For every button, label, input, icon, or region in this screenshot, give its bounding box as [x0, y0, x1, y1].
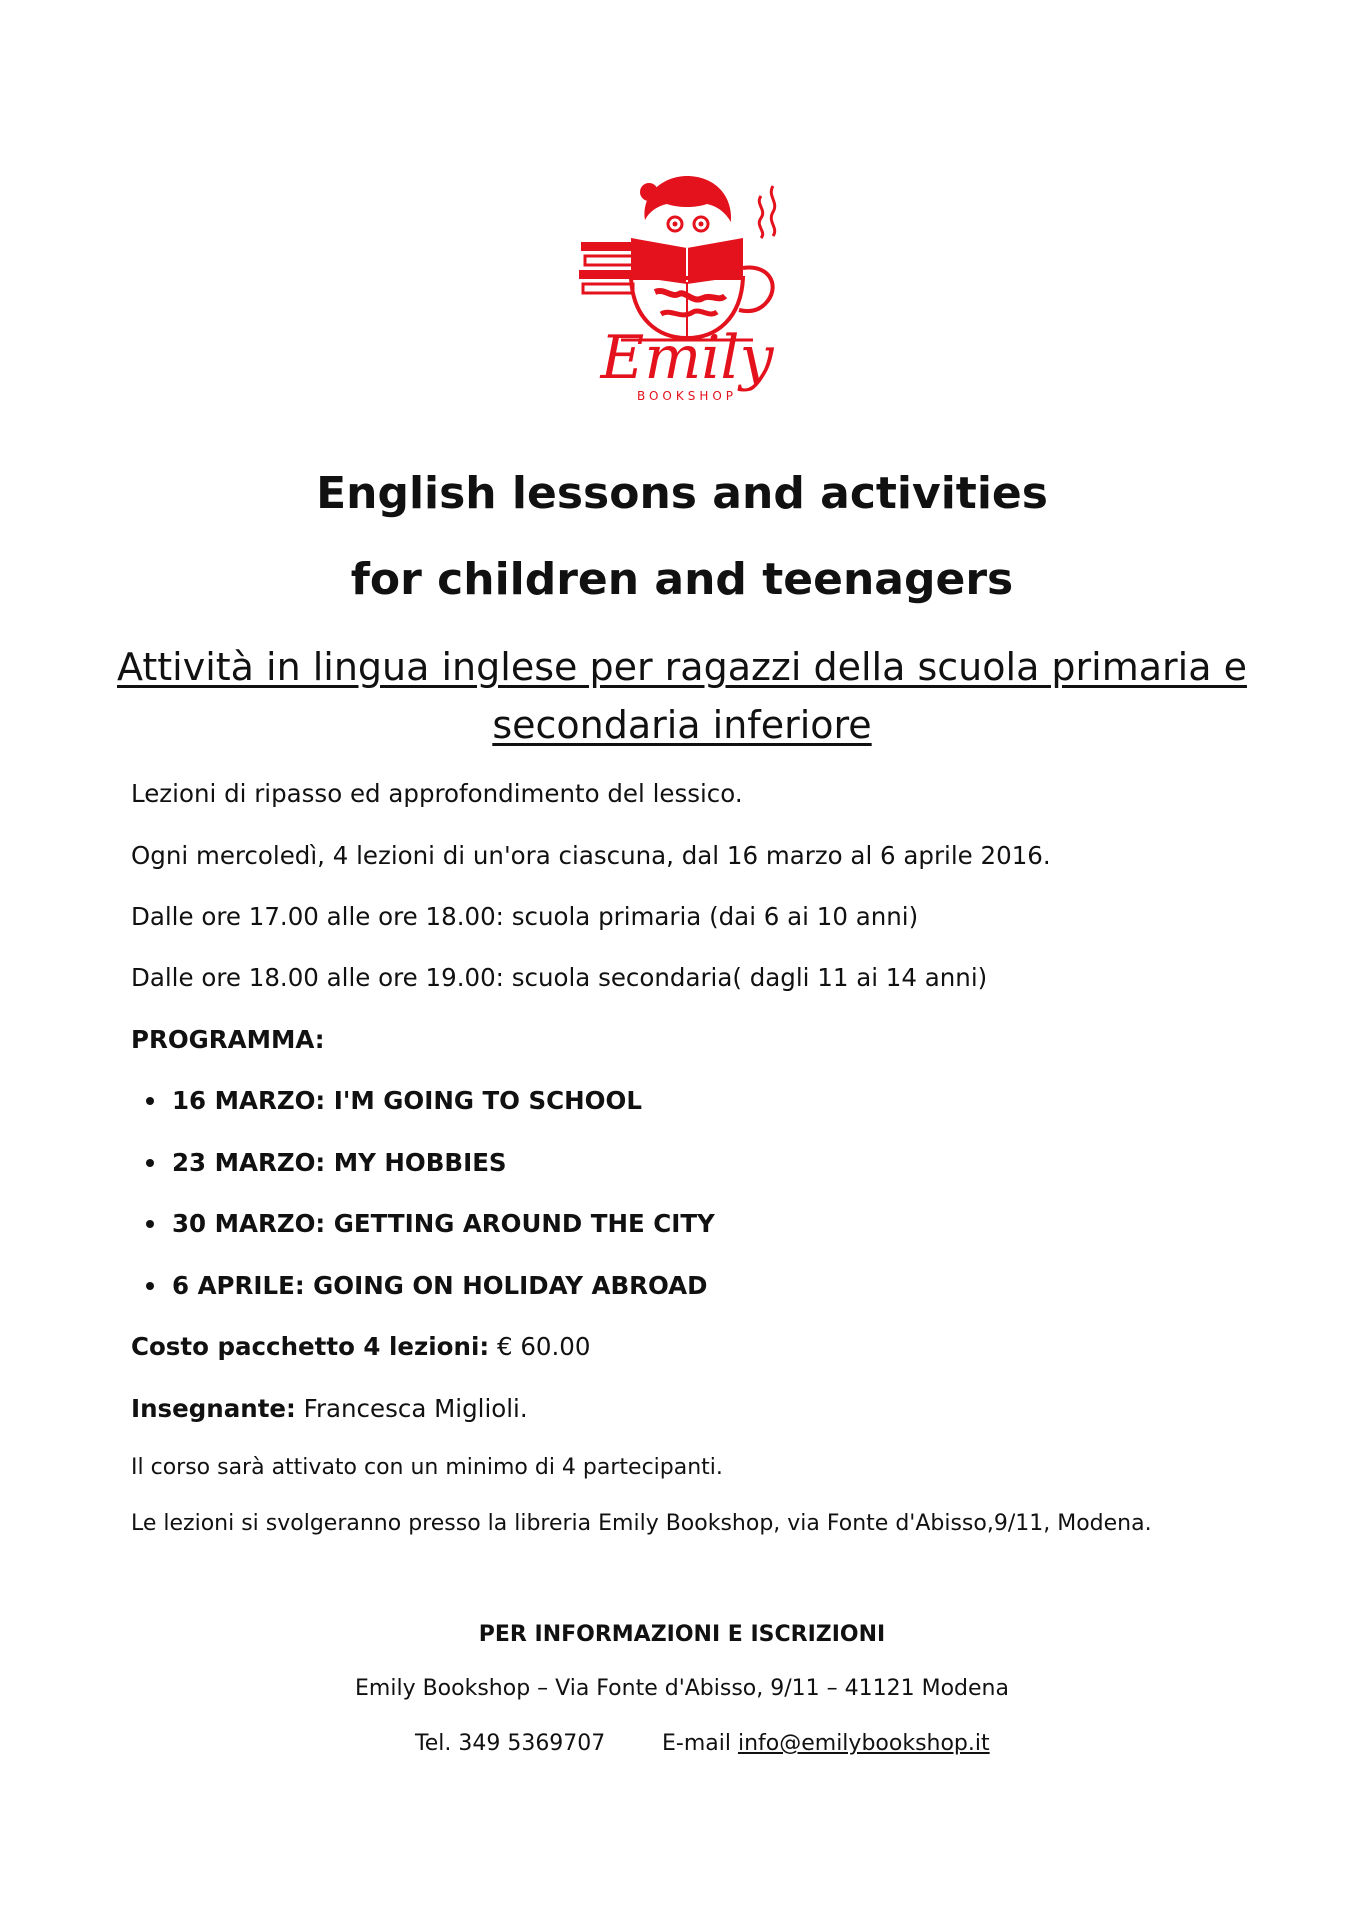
- email-link[interactable]: info@emilybookshop.it: [737, 1731, 990, 1756]
- email-block: [662, 1729, 990, 1759]
- bullet-icon: [146, 1282, 154, 1290]
- cost-value: € 60.00: [489, 1332, 591, 1361]
- minimum-participants: Il corso sarà attivato con un minimo di 4 partecipanti.: [131, 1455, 723, 1480]
- title-line-1: English lessons and activities: [316, 468, 1048, 519]
- program-item: [172, 1270, 707, 1302]
- bullet-icon: [146, 1220, 154, 1228]
- program-heading: PROGRAMMA:: [131, 1025, 325, 1054]
- logo-brand-sub: BOOKSHOP: [636, 389, 738, 403]
- bullet-icon: [146, 1159, 154, 1167]
- teacher-line: [131, 1393, 528, 1425]
- footer-address: Emily Bookshop – Via Fonte d'Abisso, 9/11 – 41121 Modena: [355, 1676, 1009, 1701]
- footer-heading: PER INFORMAZIONI E ISCRIZIONI: [478, 1622, 886, 1647]
- emily-bookshop-logo: [575, 172, 805, 404]
- program-item-text: 6 APRILE: GOING ON HOLIDAY ABROAD: [172, 1271, 708, 1300]
- title-line-2: for children and teenagers: [350, 554, 1014, 605]
- teacher-label: Insegnante:: [131, 1394, 296, 1423]
- subtitle: Attività in lingua inglese per ragazzi della scuola primaria e secondaria inferiore: [117, 645, 1247, 747]
- primary-hours: Dalle ore 17.00 alle ore 18.00: scuola primaria (dai 6 ai 10 anni): [131, 902, 919, 931]
- cost-label: Costo pacchetto 4 lezioni:: [131, 1332, 490, 1361]
- teacher-value: Francesca Miglioli.: [295, 1394, 528, 1423]
- schedule-paragraph: Ogni mercoledì, 4 lezioni di un'ora ciascuna, dal 16 marzo al 6 aprile 2016.: [131, 841, 1051, 870]
- program-item-text: 23 MARZO: MY HOBBIES: [172, 1148, 507, 1177]
- program-item: [172, 1085, 642, 1117]
- logo-brand-name: Emily: [600, 323, 774, 393]
- program-item: [172, 1208, 715, 1240]
- cost-line: [131, 1331, 590, 1363]
- phone-number: Tel. 349 5369707: [415, 1731, 606, 1756]
- program-item: [172, 1147, 507, 1179]
- email-label: E-mail: [662, 1731, 738, 1756]
- program-item-text: 30 MARZO: GETTING AROUND THE CITY: [172, 1209, 715, 1238]
- intro-paragraph: Lezioni di ripasso ed approfondimento del lessico.: [131, 779, 743, 808]
- bullet-icon: [146, 1097, 154, 1105]
- location-paragraph: Le lezioni si svolgeranno presso la libreria Emily Bookshop, via Fonte d'Abisso,9/11, Modena.: [131, 1511, 1152, 1536]
- program-item-text: 16 MARZO: I'M GOING TO SCHOOL: [172, 1086, 642, 1115]
- secondary-hours: Dalle ore 18.00 alle ore 19.00: scuola secondaria( dagli 11 ai 14 anni): [131, 963, 988, 992]
